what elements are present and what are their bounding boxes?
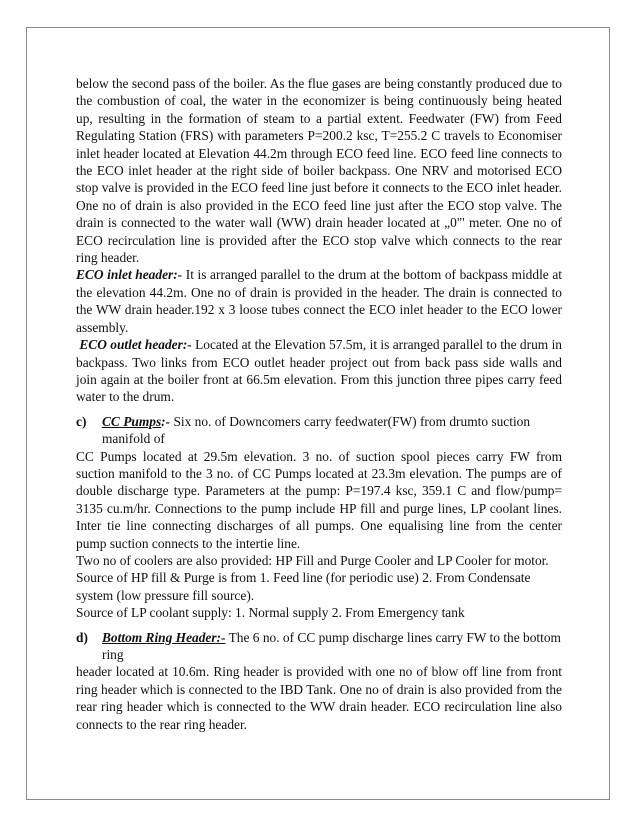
eco-inlet-text: It is arranged parallel to the drum at the bottom of backpass middle at the elevation 44.2m. One no of drain is provided in the header. The drain is connected to the WW drain header.192 x 3 loose tubes connect the ECO inlet header to the ECO lower assembly. <box>76 267 562 335</box>
cc-pumps-lead-line <box>102 413 562 448</box>
list-item-bottom-ring-header <box>76 629 562 664</box>
bottom-ring-lead: The 6 no. of CC pump discharge lines carry FW to the bottom ring <box>102 629 561 662</box>
eco-outlet-text: Located at the Elevation 57.5m, it is arranged parallel to the drum in backpass. Two links from ECO outlet header project out from back pass side walls and join again at the boiler front at 66.5m elevation. From this junction three pipes carry feed water to the drum. <box>76 337 562 405</box>
document-body <box>76 75 562 733</box>
cc-pumps-heading: CC Pumps <box>102 413 162 429</box>
cc-pumps-heading-suffix: :- <box>161 413 171 429</box>
paragraph-cc-pumps: CC Pumps located at 29.5m elevation. 3 no. of suction spool pieces carry FW from suction manifold to the 3 no. of CC Pumps located at 23.3m elevation. The pumps are of double discharge type. Parameters at the pump: P=197.4 ksc, 359.1 C and flow/pump= 3135 cu.m/hr. Connections to the pump include HP fill and purge lines, LP coolant lines. Inter tie line connecting discharges of all pumps. One equalising line from the center pump suction connects to the intertie line. <box>76 448 562 551</box>
paragraph-bottom-ring: header located at 10.6m. Ring header is provided with one no of blow off line from front ring header which is connected to the IBD Tank. One no of drain is also provided from the rear ring header which is connected to the WW drain header. ECO recirculation line also connects to the rear ring header. <box>76 664 562 732</box>
list-marker: c) <box>76 413 87 429</box>
paragraph-economizer: below the second pass of the boiler. As the flue gases are being constantly produced due to the combustion of coal, the water in the economizer is being continuously being heated up, resulting in the formation of steam to a partial extent. Feedwater (FW) from Feed Regulating Station (FRS) with parameters P=200.2 ksc, T=255.2 C travels to Economiser inlet header located at Elevation 44.2m through ECO feed line. ECO feed line connects to the ECO inlet header at the right side of boiler backpass. One NRV and motorised ECO stop valve is provided in the ECO feed line just before it connects to the ECO inlet header. One no of drain is also provided in the ECO feed line just after the ECO stop valve. The drain is connected to the water wall (WW) drain header located at „0"' meter. One no of ECO recirculation line is provided after the ECO stop valve which connects to the rear ring header. <box>76 76 562 266</box>
paragraph-lp-source: Source of LP coolant supply: 1. Normal supply 2. From Emergency tank <box>76 605 465 621</box>
eco-outlet-heading: ECO outlet header:- <box>79 337 192 353</box>
paragraph-eco-inlet-header <box>76 266 562 336</box>
list-item-cc-pumps <box>76 413 562 448</box>
bottom-ring-heading: Bottom Ring Header:- <box>102 629 226 645</box>
paragraph-hp-source: Source of HP fill & Purge is from 1. Feed line (for periodic use) 2. From Condensate system (low pressure fill source). <box>76 570 531 603</box>
paragraph-eco-outlet-header <box>76 336 562 406</box>
paragraph-coolers: Two no of coolers are also provided: HP Fill and Purge Cooler and LP Cooler for motor. <box>76 552 549 568</box>
list-marker: d) <box>76 629 88 645</box>
eco-inlet-heading: ECO inlet header:- <box>76 267 183 283</box>
bottom-ring-lead-line <box>102 629 562 664</box>
cc-pumps-lead: Six no. of Downcomers carry feedwater(FW) from drumto suction manifold of <box>102 413 531 447</box>
